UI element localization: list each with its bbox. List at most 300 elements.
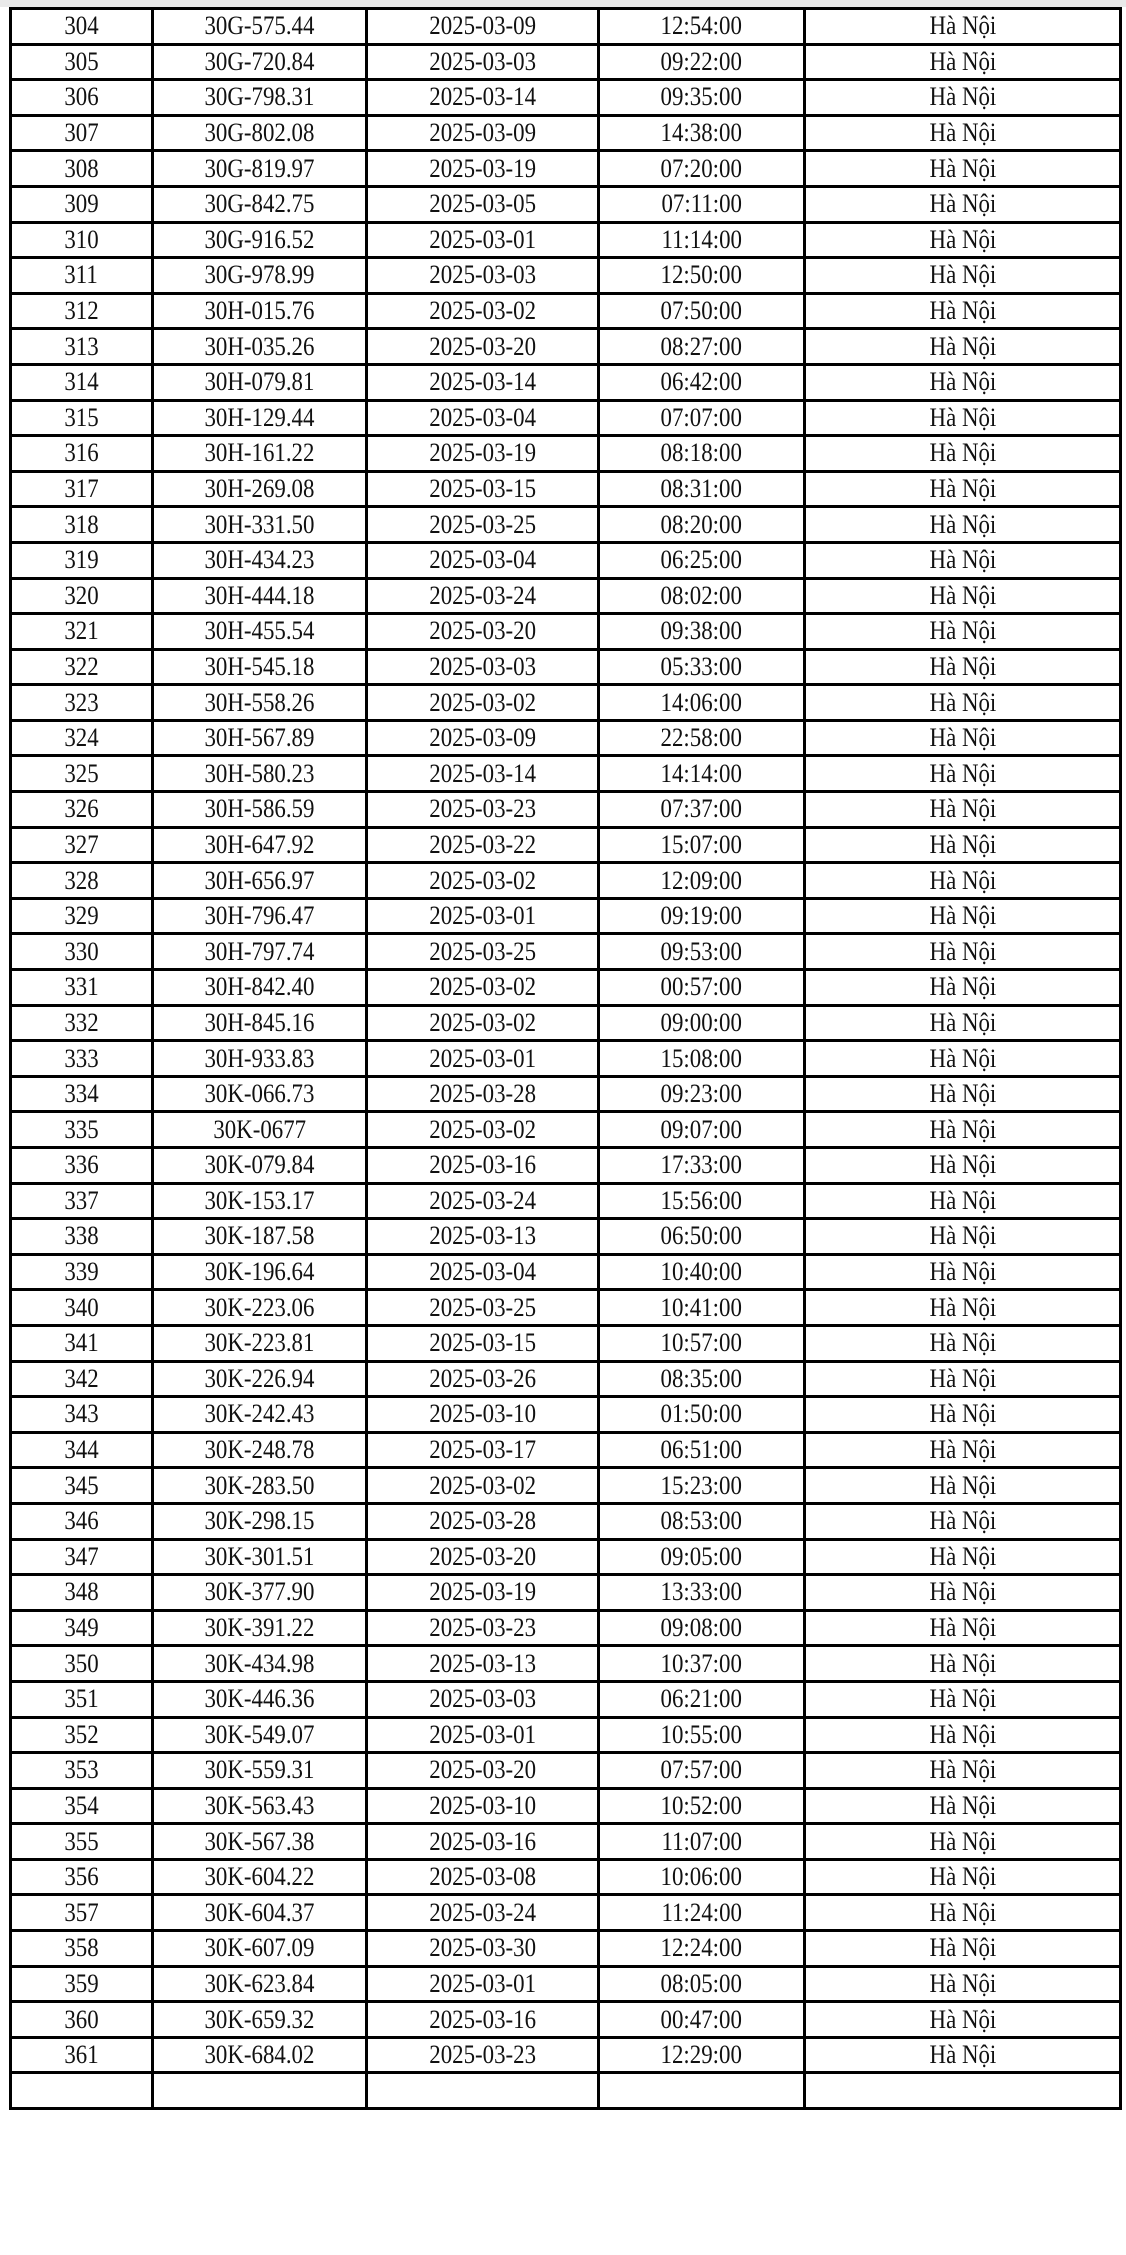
date-cell: [367, 1397, 599, 1433]
row-number-text: 351: [64, 1684, 99, 1714]
plate-number-cell: [153, 151, 367, 187]
row-number-cell: [11, 80, 153, 116]
time-text: 00:47:00: [660, 2004, 743, 2034]
time-text: 14:38:00: [660, 118, 743, 148]
time-cell: [599, 970, 805, 1006]
location-text: Hà Nội: [929, 11, 996, 41]
location-cell: [805, 614, 1121, 650]
location-text: Hà Nội: [929, 46, 996, 76]
plate-number-text: 30K-196.64: [204, 1257, 315, 1287]
row-number-cell: [11, 1824, 153, 1860]
location-text: Hà Nội: [929, 1613, 996, 1643]
row-number-cell: [11, 1468, 153, 1504]
date-text: 2025-03-01: [429, 1968, 536, 1998]
time-cell: [599, 649, 805, 685]
location-cell: [805, 1397, 1121, 1433]
row-number-cell: [11, 970, 153, 1006]
time-text: 22:58:00: [660, 723, 743, 753]
plate-number-text: 30H-035.26: [204, 331, 315, 361]
table-row: [11, 1931, 1121, 1967]
row-number-cell: [11, 151, 153, 187]
date-cell: [367, 1432, 599, 1468]
time-text: 07:50:00: [660, 296, 743, 326]
time-text: 15:07:00: [660, 829, 743, 859]
location-text: Hà Nội: [929, 438, 996, 468]
time-cell: [599, 1432, 805, 1468]
location-text: Hà Nội: [929, 331, 996, 361]
table-row: [11, 1397, 1121, 1433]
row-number-cell: [11, 542, 153, 578]
plate-number-cell: [153, 436, 367, 472]
date-cell: [367, 436, 599, 472]
time-cell: [599, 293, 805, 329]
date-cell: [367, 1254, 599, 1290]
date-cell: [367, 507, 599, 543]
plate-number-text: 30K-549.07: [204, 1719, 315, 1749]
table-row: [11, 1895, 1121, 1931]
row-number-text: 332: [64, 1007, 99, 1037]
row-number-text: 304: [64, 11, 99, 41]
location-text: Hà Nội: [929, 1435, 996, 1465]
plate-number-text: 30K-283.50: [204, 1470, 315, 1500]
time-cell: [599, 685, 805, 721]
date-cell: [367, 151, 599, 187]
time-text: 12:29:00: [660, 2040, 743, 2070]
plate-number-text: 30H-796.47: [204, 901, 315, 931]
plate-number-text: 30K-153.17: [204, 1185, 315, 1215]
row-number-text: 338: [64, 1221, 99, 1251]
table-row: [11, 436, 1121, 472]
row-number-text: 307: [64, 118, 99, 148]
location-cell: [805, 1290, 1121, 1326]
row-number-text: 339: [64, 1257, 99, 1287]
location-cell: [805, 258, 1121, 294]
row-number-text: 327: [64, 829, 99, 859]
date-text: 2025-03-23: [429, 794, 536, 824]
location-text: Hà Nội: [929, 224, 996, 254]
date-text: 2025-03-04: [429, 545, 536, 575]
plate-number-text: 30K-079.84: [204, 1150, 315, 1180]
row-number-text: 330: [64, 936, 99, 966]
location-cell: [805, 1041, 1121, 1077]
time-text: 12:50:00: [660, 260, 743, 290]
row-number-text: 310: [64, 224, 99, 254]
date-cell: [367, 9, 599, 45]
location-text: Hà Nội: [929, 794, 996, 824]
table-row: [11, 685, 1121, 721]
time-cell: [599, 1325, 805, 1361]
date-cell: [367, 293, 599, 329]
table-row: [11, 80, 1121, 116]
time-cell: [599, 1575, 805, 1611]
table-row: [11, 863, 1121, 899]
location-cell: [805, 436, 1121, 472]
row-number-text: 354: [64, 1790, 99, 1820]
plate-number-text: 30H-842.40: [204, 972, 315, 1002]
plate-number-cell: [153, 1788, 367, 1824]
location-cell: [805, 1966, 1121, 2002]
location-cell: [805, 1931, 1121, 1967]
location-cell: [805, 2073, 1121, 2109]
row-number-text: 329: [64, 901, 99, 931]
time-text: 08:27:00: [660, 331, 743, 361]
table-row-partial: [11, 2073, 1121, 2109]
table-row: [11, 1219, 1121, 1255]
location-cell: [805, 1005, 1121, 1041]
location-cell: [805, 186, 1121, 222]
row-number-text: 322: [64, 651, 99, 681]
row-number-cell: [11, 1717, 153, 1753]
row-number-cell: [11, 649, 153, 685]
plate-number-cell: [153, 9, 367, 45]
location-text: Hà Nội: [929, 1755, 996, 1785]
time-text: 06:25:00: [660, 545, 743, 575]
plate-number-text: 30K-066.73: [204, 1079, 315, 1109]
plate-number-text: 30K-623.84: [204, 1968, 315, 1998]
plate-number-cell: [153, 756, 367, 792]
location-text: Hà Nội: [929, 545, 996, 575]
row-number-cell: [11, 1041, 153, 1077]
plate-number-text: 30K-391.22: [204, 1613, 315, 1643]
time-text: 17:33:00: [660, 1150, 743, 1180]
plate-number-text: 30H-567.89: [204, 723, 315, 753]
time-text: 10:37:00: [660, 1648, 743, 1678]
time-cell: [599, 329, 805, 365]
location-text: Hà Nội: [929, 723, 996, 753]
date-cell: [367, 2002, 599, 2038]
row-number-text: 347: [64, 1541, 99, 1571]
row-number-text: 336: [64, 1150, 99, 1180]
row-number-cell: [11, 2002, 153, 2038]
plate-number-cell: [153, 44, 367, 80]
plate-number-cell: [153, 970, 367, 1006]
location-text: Hà Nội: [929, 580, 996, 610]
location-text: Hà Nội: [929, 1897, 996, 1927]
location-cell: [805, 1432, 1121, 1468]
location-text: Hà Nội: [929, 1150, 996, 1180]
plate-number-cell: [153, 614, 367, 650]
date-cell: [367, 1575, 599, 1611]
row-number-cell: [11, 614, 153, 650]
date-text: 2025-03-14: [429, 82, 536, 112]
time-text: 00:57:00: [660, 972, 743, 1002]
row-number-cell: [11, 898, 153, 934]
time-text: 15:23:00: [660, 1470, 743, 1500]
row-number-text: 360: [64, 2004, 99, 2034]
time-text: 06:51:00: [660, 1435, 743, 1465]
location-cell: [805, 1646, 1121, 1682]
plate-number-text: 30H-933.83: [204, 1043, 315, 1073]
plate-number-cell: [153, 222, 367, 258]
plate-number-text: 30G-978.99: [204, 260, 315, 290]
location-cell: [805, 1610, 1121, 1646]
time-text: 15:08:00: [660, 1043, 743, 1073]
location-text: Hà Nội: [929, 829, 996, 859]
row-number-text: 341: [64, 1328, 99, 1358]
date-text: 2025-03-08: [429, 1862, 536, 1892]
row-number-text: 306: [64, 82, 99, 112]
date-cell: [367, 649, 599, 685]
date-text: 2025-03-04: [429, 1257, 536, 1287]
row-number-text: 356: [64, 1862, 99, 1892]
time-cell: [599, 1468, 805, 1504]
plate-number-cell: [153, 1112, 367, 1148]
row-number-cell: [11, 1005, 153, 1041]
plate-number-cell: [153, 1681, 367, 1717]
location-cell: [805, 1788, 1121, 1824]
location-text: Hà Nội: [929, 1079, 996, 1109]
time-cell: [599, 1539, 805, 1575]
date-cell: [367, 827, 599, 863]
plate-number-cell: [153, 1610, 367, 1646]
location-cell: [805, 1325, 1121, 1361]
time-cell: [599, 471, 805, 507]
location-text: Hà Nội: [929, 1363, 996, 1393]
time-text: 09:05:00: [660, 1541, 743, 1571]
plate-number-text: 30H-129.44: [204, 402, 315, 432]
location-cell: [805, 756, 1121, 792]
table-row: [11, 1076, 1121, 1112]
plate-number-text: 30H-845.16: [204, 1007, 315, 1037]
date-text: 2025-03-09: [429, 118, 536, 148]
time-cell: [599, 1148, 805, 1184]
row-number-cell: [11, 2037, 153, 2073]
table-row: [11, 1468, 1121, 1504]
table-row: [11, 44, 1121, 80]
table-row: [11, 1041, 1121, 1077]
time-cell: [599, 258, 805, 294]
table-row: [11, 578, 1121, 614]
row-number-text: 314: [64, 367, 99, 397]
time-cell: [599, 186, 805, 222]
location-text: Hà Nội: [929, 1506, 996, 1536]
time-cell: [599, 2002, 805, 2038]
time-cell: [599, 1503, 805, 1539]
time-text: 09:19:00: [660, 901, 743, 931]
location-text: Hà Nội: [929, 260, 996, 290]
plate-number-text: 30K-559.31: [204, 1755, 315, 1785]
row-number-text: 343: [64, 1399, 99, 1429]
plate-number-text: 30H-161.22: [204, 438, 315, 468]
row-number-cell: [11, 578, 153, 614]
row-number-cell: [11, 400, 153, 436]
time-text: 07:37:00: [660, 794, 743, 824]
time-text: 10:06:00: [660, 1862, 743, 1892]
row-number-cell: [11, 329, 153, 365]
location-cell: [805, 1148, 1121, 1184]
location-text: Hà Nội: [929, 1541, 996, 1571]
date-cell: [367, 1859, 599, 1895]
date-text: 2025-03-02: [429, 865, 536, 895]
location-text: Hà Nội: [929, 1862, 996, 1892]
date-text: 2025-03-14: [429, 758, 536, 788]
plate-number-cell: [153, 2002, 367, 2038]
time-cell: [599, 1610, 805, 1646]
time-cell: [599, 1219, 805, 1255]
plate-number-cell: [153, 1824, 367, 1860]
table-row: [11, 1753, 1121, 1789]
date-text: 2025-03-30: [429, 1933, 536, 1963]
location-text: Hà Nội: [929, 2040, 996, 2070]
plate-number-cell: [153, 1183, 367, 1219]
location-text: Hà Nội: [929, 509, 996, 539]
row-number-text: 313: [64, 331, 99, 361]
plate-number-text: 30G-798.31: [204, 82, 315, 112]
time-cell: [599, 151, 805, 187]
table-row: [11, 827, 1121, 863]
date-cell: [367, 80, 599, 116]
date-text: 2025-03-02: [429, 296, 536, 326]
plate-number-text: 30H-586.59: [204, 794, 315, 824]
location-text: Hà Nội: [929, 189, 996, 219]
row-number-cell: [11, 934, 153, 970]
row-number-text: 324: [64, 723, 99, 753]
date-cell: [367, 1005, 599, 1041]
row-number-cell: [11, 1895, 153, 1931]
row-number-cell: [11, 1753, 153, 1789]
date-text: 2025-03-10: [429, 1399, 536, 1429]
table-row: [11, 1183, 1121, 1219]
plate-number-cell: [153, 2037, 367, 2073]
table-row: [11, 1148, 1121, 1184]
time-text: 09:53:00: [660, 936, 743, 966]
date-text: 2025-03-28: [429, 1079, 536, 1109]
row-number-text: 344: [64, 1435, 99, 1465]
row-number-cell: [11, 1325, 153, 1361]
row-number-cell: [11, 222, 153, 258]
row-number-text: 311: [64, 260, 99, 290]
row-number-text: 335: [64, 1114, 99, 1144]
date-text: 2025-03-09: [429, 11, 536, 41]
time-cell: [599, 1005, 805, 1041]
row-number-cell: [11, 827, 153, 863]
date-text: 2025-03-15: [429, 1328, 536, 1358]
time-text: 09:23:00: [660, 1079, 743, 1109]
plate-number-text: 30H-015.76: [204, 296, 315, 326]
row-number-text: 331: [64, 972, 99, 1002]
date-cell: [367, 1824, 599, 1860]
plate-number-text: 30H-797.74: [204, 936, 315, 966]
plate-number-text: 30H-331.50: [204, 509, 315, 539]
plate-number-cell: [153, 1859, 367, 1895]
plate-number-cell: [153, 1148, 367, 1184]
row-number-text: 328: [64, 865, 99, 895]
row-number-text: 326: [64, 794, 99, 824]
table-row: [11, 1254, 1121, 1290]
time-text: 08:31:00: [660, 474, 743, 504]
time-cell: [599, 1041, 805, 1077]
time-text: 10:41:00: [660, 1292, 743, 1322]
time-cell: [599, 720, 805, 756]
plate-number-text: 30K-659.32: [204, 2004, 315, 2034]
plate-number-text: 30K-298.15: [204, 1506, 315, 1536]
location-cell: [805, 1254, 1121, 1290]
plate-number-cell: [153, 1076, 367, 1112]
date-cell: [367, 1681, 599, 1717]
date-cell: [367, 115, 599, 151]
date-text: 2025-03-24: [429, 580, 536, 610]
date-text: 2025-03-16: [429, 2004, 536, 2034]
time-cell: [599, 792, 805, 828]
plate-number-text: 30K-434.98: [204, 1648, 315, 1678]
time-cell: [599, 1931, 805, 1967]
plate-number-text: 30G-575.44: [204, 11, 315, 41]
location-text: Hà Nội: [929, 1043, 996, 1073]
time-text: 01:50:00: [660, 1399, 743, 1429]
date-cell: [367, 720, 599, 756]
plate-number-cell: [153, 258, 367, 294]
date-text: 2025-03-23: [429, 2040, 536, 2070]
date-cell: [367, 222, 599, 258]
row-number-text: 321: [64, 616, 99, 646]
table-row: [11, 1824, 1121, 1860]
table-row: [11, 1112, 1121, 1148]
location-text: Hà Nội: [929, 758, 996, 788]
date-cell: [367, 1931, 599, 1967]
row-number-text: 320: [64, 580, 99, 610]
location-text: Hà Nội: [929, 1470, 996, 1500]
date-cell: [367, 1112, 599, 1148]
plate-number-text: 30K-248.78: [204, 1435, 315, 1465]
table-row: [11, 364, 1121, 400]
row-number-text: 352: [64, 1719, 99, 1749]
plate-number-text: 30H-545.18: [204, 651, 315, 681]
time-cell: [599, 1717, 805, 1753]
time-cell: [599, 1361, 805, 1397]
plate-number-cell: [153, 80, 367, 116]
date-cell: [367, 1041, 599, 1077]
time-cell: [599, 1824, 805, 1860]
date-text: 2025-03-20: [429, 1755, 536, 1785]
date-text: 2025-03-02: [429, 1470, 536, 1500]
table-row: [11, 649, 1121, 685]
location-text: Hà Nội: [929, 1968, 996, 1998]
row-number-cell: [11, 1254, 153, 1290]
location-cell: [805, 1753, 1121, 1789]
location-cell: [805, 934, 1121, 970]
row-number-cell: [11, 863, 153, 899]
location-text: Hà Nội: [929, 1292, 996, 1322]
time-cell: [599, 222, 805, 258]
plate-number-text: 30K-187.58: [204, 1221, 315, 1251]
date-cell: [367, 542, 599, 578]
location-cell: [805, 1361, 1121, 1397]
location-text: Hà Nội: [929, 972, 996, 1002]
row-number-cell: [11, 1432, 153, 1468]
row-number-text: 353: [64, 1755, 99, 1785]
row-number-text: 319: [64, 545, 99, 575]
date-cell: [367, 1788, 599, 1824]
row-number-cell: [11, 1575, 153, 1611]
location-cell: [805, 1575, 1121, 1611]
row-number-cell: [11, 1148, 153, 1184]
location-text: Hà Nội: [929, 1826, 996, 1856]
row-number-cell: [11, 1646, 153, 1682]
plate-number-cell: [153, 1503, 367, 1539]
date-cell: [367, 1753, 599, 1789]
time-cell: [599, 1788, 805, 1824]
location-text: Hà Nội: [929, 1328, 996, 1358]
table-row: [11, 792, 1121, 828]
location-cell: [805, 364, 1121, 400]
plate-number-cell: [153, 2073, 367, 2109]
row-number-cell: [11, 115, 153, 151]
table-row: [11, 934, 1121, 970]
table-row: [11, 756, 1121, 792]
plate-number-cell: [153, 186, 367, 222]
date-cell: [367, 329, 599, 365]
time-cell: [599, 436, 805, 472]
